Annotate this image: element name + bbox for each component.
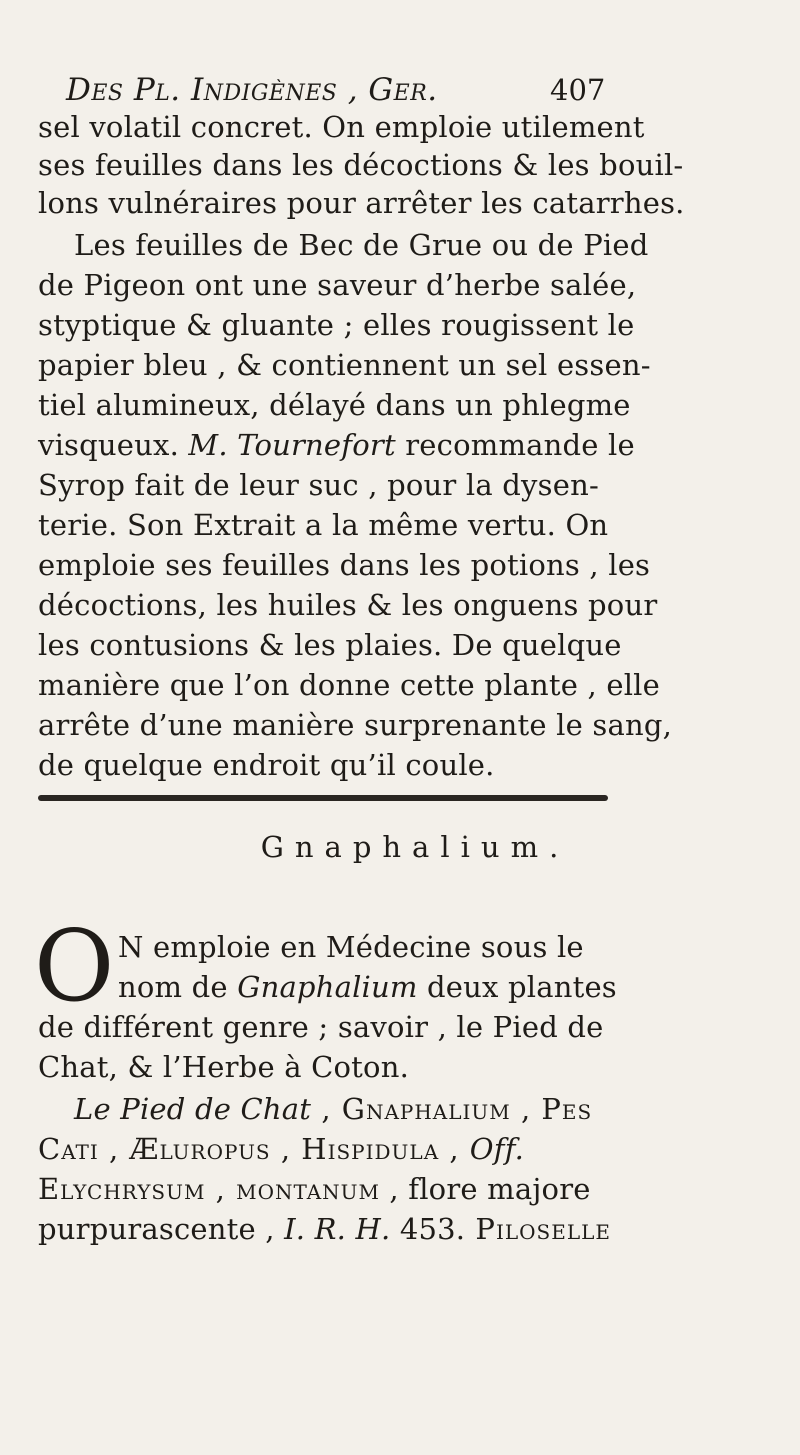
section-line: purpurascente , I. R. H. 453. Piloselle — [38, 1212, 611, 1246]
text-line: styptique & gluante ; elles rougissent le — [38, 308, 635, 342]
section-title: Gnaphalium. — [260, 830, 570, 864]
text-line: terie. Son Extrait a la même vertu. On — [38, 508, 609, 542]
drop-cap: O — [34, 910, 115, 1024]
section-line: Le Pied de Chat , Gnaphalium , Pes — [74, 1092, 593, 1126]
section-line: Cati , Æluropus , Hispidula , Off. — [38, 1132, 525, 1166]
text-line: emploie ses feuilles dans les potions , les — [38, 548, 651, 582]
section-line: N emploie en Médecine sous le — [118, 930, 584, 964]
text-line: Syrop fait de leur suc , pour la dysen- — [38, 468, 599, 502]
text-line: visqueux. M. Tournefort recommande le — [38, 428, 635, 462]
text-line: manière que l’on donne cette plante , elle — [38, 668, 661, 702]
page-header — [66, 72, 636, 108]
text-line: tiel alumineux, délayé dans un phlegme — [38, 388, 631, 422]
text-line: ses feuilles dans les décoctions & les bouil- — [38, 148, 684, 182]
text-line: les contusions & les plaies. De quelque — [38, 628, 622, 662]
text-line: sel volatil concret. On emploie utilement — [38, 110, 645, 144]
running-title: Des Pl. Indigènes , Ger. — [66, 72, 438, 108]
section-line: Chat, & l’Herbe à Coton. — [38, 1050, 409, 1084]
text-line: papier bleu , & contiennent un sel essen- — [38, 348, 651, 382]
section-line: Elychrysum , montanum , flore majore — [38, 1172, 591, 1206]
text-line: arrête d’une manière surprenante le sang, — [38, 708, 673, 742]
page-number: 407 — [550, 73, 606, 107]
section-line: nom de Gnaphalium deux plantes — [118, 970, 617, 1004]
text-line: de Pigeon ont une saveur d’herbe salée, — [38, 268, 637, 302]
section-divider-rule — [38, 795, 608, 801]
text-line: Les feuilles de Bec de Grue ou de Pied — [74, 228, 649, 262]
text-line: lons vulnéraires pour arrêter les catarrhes. — [38, 186, 685, 220]
text-line: décoctions, les huiles & les onguens pour — [38, 588, 658, 622]
section-line: de différent genre ; savoir , le Pied de — [38, 1010, 604, 1044]
text-line: de quelque endroit qu’il coule. — [38, 748, 495, 782]
